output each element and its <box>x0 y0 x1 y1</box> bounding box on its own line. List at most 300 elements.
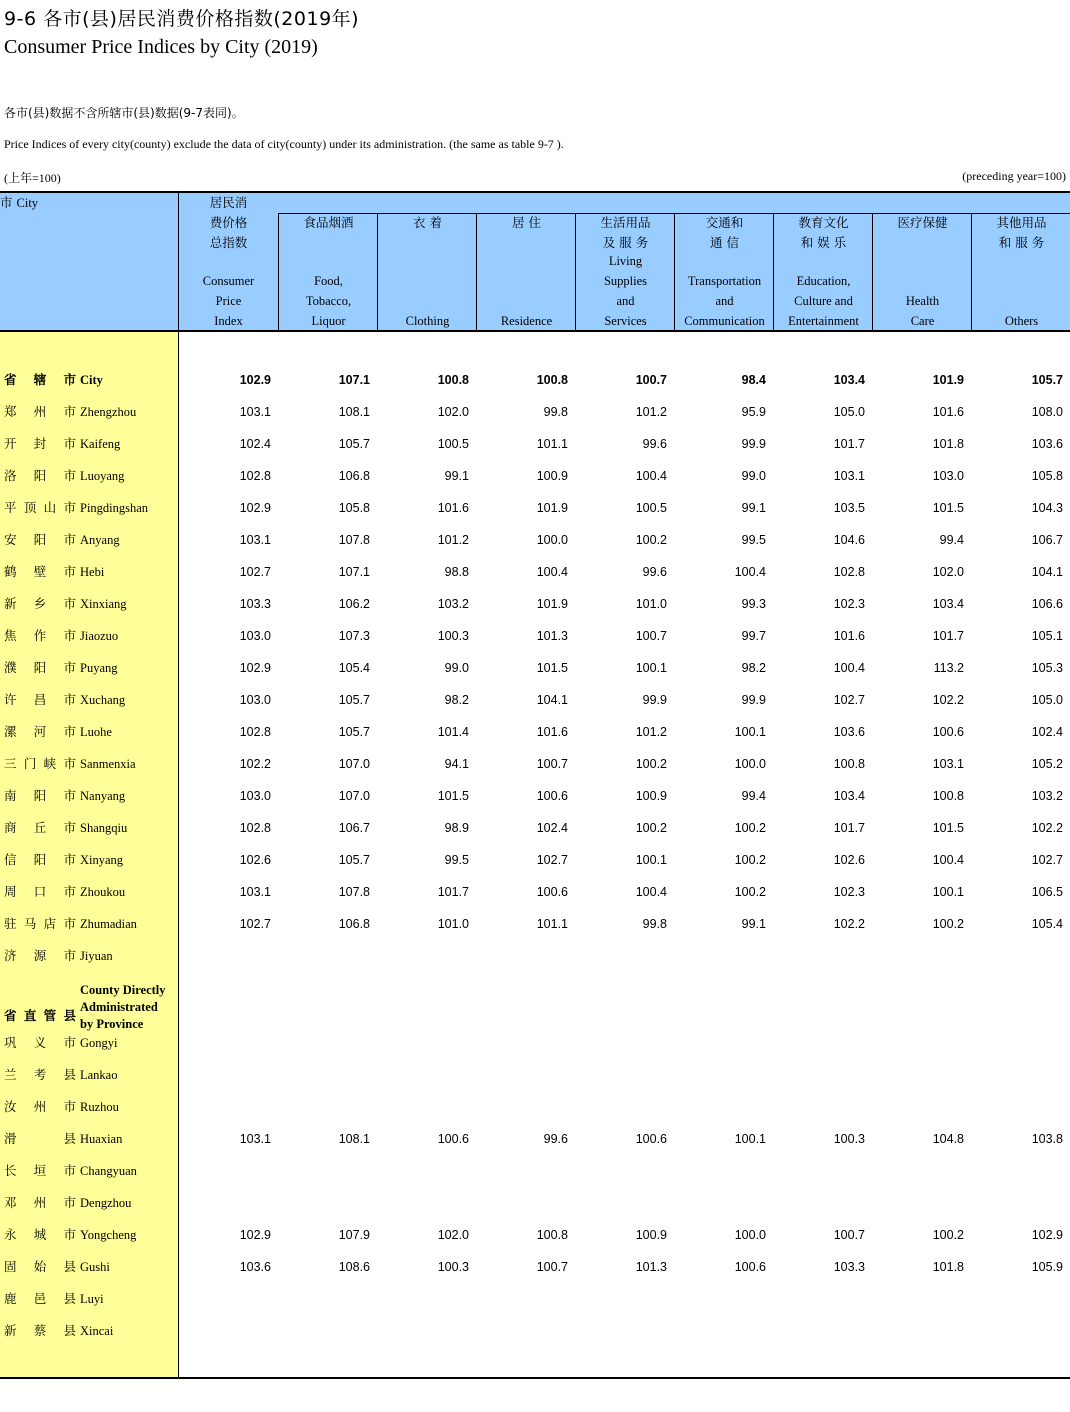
index-value: 101.5 <box>536 661 568 675</box>
index-value: 100.9 <box>635 1228 667 1242</box>
city-name-char: 市 <box>63 1195 76 1210</box>
index-value: 102.9 <box>239 661 271 675</box>
city-name-en-line: Anyang <box>80 533 120 547</box>
index-value: 99.6 <box>543 1132 568 1146</box>
table-row <box>0 850 1070 870</box>
header-column-cn <box>477 213 576 233</box>
index-value: 102.7 <box>536 853 568 867</box>
table-row <box>0 722 1070 742</box>
city-name-char: 市 <box>63 884 76 899</box>
city-name-cn <box>4 1257 76 1277</box>
table-row <box>0 498 1070 518</box>
index-value: 103.8 <box>1031 1132 1063 1146</box>
header-en-line: Services <box>604 314 647 328</box>
table-row <box>0 1161 1070 1181</box>
index-value: 103.2 <box>1031 789 1063 803</box>
index-value: 100.6 <box>932 725 964 739</box>
city-name-char: 郑 <box>4 404 17 419</box>
header-column-en <box>179 271 278 331</box>
city-name-char: 固 <box>4 1259 17 1274</box>
city-name-char: 省 <box>4 372 17 387</box>
index-value: 103.2 <box>437 597 469 611</box>
city-name-en-line: Jiyuan <box>80 949 113 963</box>
index-value: 100.5 <box>437 437 469 451</box>
city-name-en-line: Changyuan <box>80 1164 137 1178</box>
table-row <box>0 434 1070 454</box>
index-value: 102.2 <box>833 917 865 931</box>
index-value: 100.0 <box>734 757 766 771</box>
table-row <box>0 882 1070 902</box>
city-name-cn <box>4 754 76 774</box>
index-value: 104.1 <box>1031 565 1063 579</box>
table-row <box>0 1193 1070 1213</box>
index-value: 105.0 <box>833 405 865 419</box>
index-value: 105.2 <box>1031 757 1063 771</box>
city-name-char: 市 <box>63 532 76 547</box>
header-en-line: Transportation <box>687 274 762 288</box>
header-en-line: Others <box>1004 314 1039 328</box>
city-name-char: 顶 <box>23 500 37 515</box>
index-value: 104.6 <box>833 533 865 547</box>
city-name-char: 管 <box>43 1008 57 1023</box>
table-row <box>0 370 1070 390</box>
city-name-char: 市 <box>63 468 76 483</box>
index-value: 105.7 <box>338 725 370 739</box>
city-name-char: 滑 <box>4 1131 17 1146</box>
header-en-line: and <box>715 294 734 308</box>
index-value: 101.7 <box>437 885 469 899</box>
city-name-char: 省 <box>4 1008 17 1023</box>
city-name-en <box>80 594 127 614</box>
header-en-line: Entertainment <box>788 314 859 328</box>
city-name-en <box>80 530 120 550</box>
city-name-en-line: Xuchang <box>80 693 126 707</box>
city-name-char: 县 <box>63 1008 76 1023</box>
index-value: 100.5 <box>635 501 667 515</box>
city-name-char: 城 <box>33 1227 47 1242</box>
index-value: 101.2 <box>437 533 469 547</box>
city-name-char: 封 <box>33 436 47 451</box>
city-name-en-line: Pingdingshan <box>80 501 149 515</box>
header-column-cn <box>576 213 675 253</box>
index-value: 100.3 <box>437 1260 469 1274</box>
city-name-cn <box>4 594 76 614</box>
index-value: 100.4 <box>635 469 667 483</box>
city-name-en-line: Nanyang <box>80 789 126 803</box>
city-name-char: 作 <box>33 628 47 643</box>
index-value: 102.4 <box>239 437 271 451</box>
index-value: 103.0 <box>239 789 271 803</box>
city-name-en <box>80 722 112 742</box>
city-name-en <box>80 1225 136 1245</box>
index-value: 101.1 <box>536 917 568 931</box>
city-name-char: 巩 <box>4 1035 17 1050</box>
index-value: 103.0 <box>239 693 271 707</box>
city-name-char: 店 <box>43 916 57 931</box>
index-value: 101.7 <box>833 437 865 451</box>
table-row <box>0 754 1070 774</box>
index-value: 100.1 <box>932 885 964 899</box>
city-name-en <box>80 626 118 646</box>
city-name-cn <box>4 914 76 934</box>
city-name-char: 信 <box>4 852 17 867</box>
city-name-char: 市 <box>63 692 76 707</box>
table-row <box>0 786 1070 806</box>
city-name-char: 市 <box>63 436 76 451</box>
city-name-en-line: Dengzhou <box>80 1196 132 1210</box>
city-name-char: 马 <box>23 916 37 931</box>
city-name-cn <box>4 466 76 486</box>
city-name-en-line: City <box>80 373 103 387</box>
header-en-line: and <box>616 294 635 308</box>
index-value: 102.9 <box>1031 1228 1063 1242</box>
city-name-en <box>80 850 123 870</box>
city-name-cn <box>4 434 76 454</box>
index-value: 99.5 <box>444 853 469 867</box>
header-en-line: Consumer <box>202 274 255 288</box>
city-name-en <box>80 562 104 582</box>
city-name-char: 县 <box>63 1067 76 1082</box>
city-name-char: 鹿 <box>4 1291 17 1306</box>
index-value: 106.7 <box>1031 533 1063 547</box>
index-value: 99.9 <box>741 437 766 451</box>
index-value: 102.6 <box>833 853 865 867</box>
index-value: 101.9 <box>536 501 568 515</box>
city-name-en <box>80 690 125 710</box>
index-value: 108.1 <box>338 1132 370 1146</box>
index-value: 101.0 <box>635 597 667 611</box>
index-value: 107.1 <box>338 565 370 579</box>
city-name-char: 昌 <box>33 692 47 707</box>
index-value: 100.8 <box>536 373 568 387</box>
city-name-en-line: Zhengzhou <box>80 405 137 419</box>
city-name-char: 新 <box>4 1323 17 1338</box>
city-name-cn <box>4 818 76 838</box>
index-value: 101.6 <box>932 405 964 419</box>
header-en-line: Health <box>905 294 940 308</box>
city-name-char: 市 <box>63 1163 76 1178</box>
city-name-en <box>80 1193 131 1213</box>
city-name-char: 市 <box>63 852 76 867</box>
index-value: 102.7 <box>833 693 865 707</box>
page-title-cn: 9-6 各市(县)居民消费价格指数(2019年) <box>4 8 360 30</box>
city-name-char: 市 <box>63 660 76 675</box>
city-name-en-line: Shangqiu <box>80 821 128 835</box>
city-name-cn <box>4 530 76 550</box>
city-name-en <box>80 498 148 518</box>
header-en-line: Food, <box>314 274 343 288</box>
index-value: 94.1 <box>444 757 469 771</box>
table-row <box>0 626 1070 646</box>
city-name-char: 市 <box>63 564 76 579</box>
city-name-en-line: County Directly <box>80 983 166 997</box>
header-column-cn <box>378 213 477 233</box>
index-value: 103.4 <box>833 789 865 803</box>
table-row <box>0 658 1070 678</box>
index-value: 102.8 <box>239 821 271 835</box>
table-row <box>0 1097 1070 1117</box>
index-value: 100.7 <box>635 373 667 387</box>
index-value: 100.9 <box>635 789 667 803</box>
city-name-char: 直 <box>23 1008 37 1023</box>
index-value: 103.6 <box>833 725 865 739</box>
city-name-en-line: Gongyi <box>80 1036 118 1050</box>
city-name-char: 阳 <box>33 660 47 675</box>
index-value: 101.2 <box>635 725 667 739</box>
index-value: 99.6 <box>642 437 667 451</box>
city-name-char: 濮 <box>4 660 17 675</box>
city-name-char: 市 <box>63 1227 76 1242</box>
city-name-en <box>80 786 125 806</box>
index-value: 107.0 <box>338 789 370 803</box>
city-name-char: 山 <box>43 500 57 515</box>
city-name-en <box>80 1161 137 1181</box>
city-name-char: 垣 <box>33 1163 47 1178</box>
index-value: 99.4 <box>741 789 766 803</box>
city-name-char: 县 <box>63 1323 76 1338</box>
city-name-char: 漯 <box>4 724 17 739</box>
index-value: 105.4 <box>1031 917 1063 931</box>
city-name-en-line: Administrated <box>80 1000 158 1014</box>
city-name-en <box>80 1097 119 1117</box>
header-column-cn <box>279 213 378 233</box>
index-value: 102.7 <box>239 565 271 579</box>
index-value: 103.6 <box>1031 437 1063 451</box>
city-name-char: 驻 <box>4 916 17 931</box>
city-name-char: 义 <box>33 1035 47 1050</box>
note-en: Price Indices of every city(county) exclude the data of city(county) under its administration. (the same as table 9-7 ). <box>4 137 564 151</box>
index-value: 102.2 <box>239 757 271 771</box>
city-name-char: 河 <box>33 724 47 739</box>
header-cn-line: 教育文化 <box>798 215 849 230</box>
city-name-char: 县 <box>63 1291 76 1306</box>
table-row <box>0 818 1070 838</box>
city-name-char: 商 <box>4 820 17 835</box>
city-name-en <box>80 1289 104 1309</box>
index-value: 101.4 <box>437 725 469 739</box>
index-value: 108.0 <box>1031 405 1063 419</box>
index-value: 107.9 <box>338 1228 370 1242</box>
city-name-en-line: Zhumadian <box>80 917 137 931</box>
city-name-char: 州 <box>33 1099 47 1114</box>
index-value: 98.8 <box>444 565 469 579</box>
table-row <box>0 1225 1070 1245</box>
city-name-cn <box>4 786 76 806</box>
city-name-cn <box>4 1033 76 1053</box>
index-value: 102.7 <box>239 917 271 931</box>
city-name-char: 市 <box>63 1035 76 1050</box>
city-name-char: 口 <box>33 884 47 899</box>
header-en-line: Tobacco, <box>305 294 352 308</box>
header-cn-line: 通 信 <box>710 235 739 250</box>
index-value: 108.1 <box>338 405 370 419</box>
city-name-char: 县 <box>63 1259 76 1274</box>
table-bottom-rule <box>0 1377 1070 1379</box>
city-name-char: 峡 <box>43 756 57 771</box>
city-name-char: 乡 <box>33 596 47 611</box>
city-name-en-line: Luohe <box>80 725 112 739</box>
city-name-char: 市 <box>63 1099 76 1114</box>
table-row <box>0 1033 1070 1053</box>
index-value: 100.2 <box>635 821 667 835</box>
header-en-line: Communication <box>684 314 765 328</box>
index-value: 105.3 <box>1031 661 1063 675</box>
city-name-char: 州 <box>33 1195 47 1210</box>
index-value: 103.4 <box>932 597 964 611</box>
index-value: 101.9 <box>536 597 568 611</box>
city-name-char: 阳 <box>33 788 47 803</box>
header-city-en: City <box>16 196 39 210</box>
header-cn-line: 其他用品 <box>996 215 1047 230</box>
city-name-char: 州 <box>33 404 47 419</box>
city-name-cn <box>4 722 76 742</box>
header-column-cn <box>675 213 774 253</box>
city-name-char: 市 <box>63 788 76 803</box>
city-name-en-line: Sanmenxia <box>80 757 136 771</box>
city-name-char: 南 <box>4 788 17 803</box>
index-value: 103.1 <box>239 1132 271 1146</box>
city-name-cn <box>4 882 76 902</box>
index-value: 106.2 <box>338 597 370 611</box>
city-name-en-line: Hebi <box>80 565 105 579</box>
city-name-en <box>80 882 125 902</box>
table-row <box>0 914 1070 934</box>
header-column-en <box>873 291 972 331</box>
index-value: 99.1 <box>444 469 469 483</box>
table-row <box>0 1065 1070 1085</box>
table-row <box>0 562 1070 582</box>
city-name-cn <box>4 1129 76 1149</box>
index-value: 103.0 <box>932 469 964 483</box>
city-name-char: 洛 <box>4 468 17 483</box>
index-value: 100.4 <box>734 565 766 579</box>
index-value: 100.2 <box>734 853 766 867</box>
index-value: 99.4 <box>939 533 964 547</box>
city-name-en <box>80 434 120 454</box>
index-value: 102.8 <box>833 565 865 579</box>
city-name-cn <box>4 1006 76 1026</box>
index-value: 102.7 <box>1031 853 1063 867</box>
table-row <box>0 983 1070 1031</box>
index-value: 95.9 <box>741 405 766 419</box>
city-name-en-line: Gushi <box>80 1260 110 1274</box>
header-cn-line: 交通和 <box>705 215 744 230</box>
city-name-en <box>80 818 127 838</box>
city-name-en <box>80 914 137 934</box>
city-name-en <box>80 466 124 486</box>
index-value: 100.2 <box>932 917 964 931</box>
index-value: 100.8 <box>932 789 964 803</box>
header-cn-line: 医疗保健 <box>897 215 948 230</box>
index-value: 99.0 <box>444 661 469 675</box>
city-name-char: 邓 <box>4 1195 17 1210</box>
city-name-char: 济 <box>4 948 17 963</box>
city-name-char: 市 <box>63 756 76 771</box>
index-value: 103.3 <box>833 1260 865 1274</box>
index-value: 106.8 <box>338 469 370 483</box>
city-name-cn <box>4 1161 76 1181</box>
index-value: 100.4 <box>833 661 865 675</box>
header-cn-line: 居 住 <box>512 215 541 230</box>
index-value: 102.3 <box>833 597 865 611</box>
header-en-line: Care <box>910 314 935 328</box>
city-name-char: 许 <box>4 692 17 707</box>
header-en-line: Residence <box>500 314 553 328</box>
index-value: 99.9 <box>741 693 766 707</box>
city-name-char: 焦 <box>4 628 17 643</box>
city-name-char: 市 <box>63 628 76 643</box>
index-value: 101.7 <box>833 821 865 835</box>
index-value: 104.8 <box>932 1132 964 1146</box>
index-value: 100.2 <box>734 821 766 835</box>
city-name-cn <box>4 626 76 646</box>
city-name-char: 永 <box>4 1227 17 1242</box>
index-value: 103.0 <box>239 629 271 643</box>
header-column-en <box>279 271 378 331</box>
index-value: 100.6 <box>437 1132 469 1146</box>
city-name-cn <box>4 690 76 710</box>
table-row <box>0 690 1070 710</box>
city-name-char: 始 <box>33 1259 47 1274</box>
index-value: 107.1 <box>338 373 370 387</box>
city-name-en-line: Yongcheng <box>80 1228 137 1242</box>
header-en-line: Clothing <box>405 314 450 328</box>
index-value: 101.8 <box>932 1260 964 1274</box>
header-en-line: Living <box>608 254 643 268</box>
table-row <box>0 1289 1070 1309</box>
index-value: 99.0 <box>741 469 766 483</box>
index-value: 108.6 <box>338 1260 370 1274</box>
index-value: 105.4 <box>338 661 370 675</box>
city-name-en <box>80 982 166 1033</box>
index-value: 100.6 <box>635 1132 667 1146</box>
index-value: 105.9 <box>1031 1260 1063 1274</box>
table-header <box>0 191 1070 332</box>
index-value: 103.1 <box>239 405 271 419</box>
city-name-cn <box>4 1225 76 1245</box>
header-cn-line: 总指数 <box>209 235 248 250</box>
city-name-cn <box>4 402 76 422</box>
city-name-char: 市 <box>63 820 76 835</box>
index-value: 101.9 <box>932 373 964 387</box>
index-value: 100.1 <box>734 725 766 739</box>
index-value: 98.2 <box>741 661 766 675</box>
index-value: 99.7 <box>741 629 766 643</box>
index-value: 105.7 <box>338 437 370 451</box>
index-value: 107.8 <box>338 885 370 899</box>
city-name-en <box>80 1129 122 1149</box>
city-name-cn <box>4 498 76 518</box>
index-value: 99.6 <box>642 565 667 579</box>
index-value: 100.0 <box>734 1228 766 1242</box>
city-name-char: 安 <box>4 532 17 547</box>
index-value: 103.6 <box>239 1260 271 1274</box>
index-value: 102.9 <box>239 1228 271 1242</box>
index-value: 100.4 <box>635 885 667 899</box>
header-en-line: Culture and <box>794 294 853 308</box>
city-name-char: 邑 <box>33 1291 47 1306</box>
index-value: 103.1 <box>239 533 271 547</box>
index-value: 100.6 <box>536 789 568 803</box>
table-row <box>0 402 1070 422</box>
table-row <box>0 594 1070 614</box>
index-value: 99.5 <box>741 533 766 547</box>
city-name-cn <box>4 658 76 678</box>
header-cn-line: 和 娱 乐 <box>800 235 847 250</box>
index-value: 106.7 <box>338 821 370 835</box>
index-value: 101.6 <box>833 629 865 643</box>
city-name-char: 丘 <box>33 820 47 835</box>
